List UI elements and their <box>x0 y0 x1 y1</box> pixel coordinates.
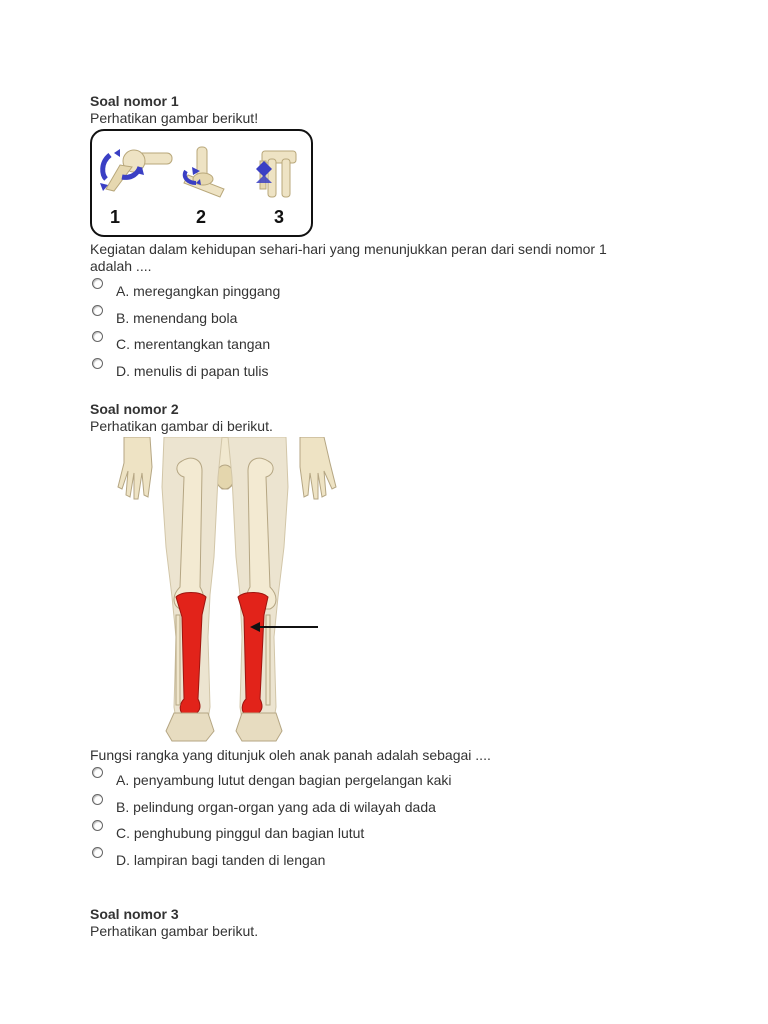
option-label: C. merentangkan tangan <box>116 336 271 352</box>
left-hand-bones <box>118 437 152 499</box>
question-2-text: Fungsi rangka yang ditunjuk oleh anak panah adalah sebagai .... <box>90 747 491 763</box>
radio-button[interactable] <box>92 305 103 316</box>
question-3-intro: Perhatikan gambar berikut. <box>90 923 259 939</box>
joint-label-1: 1 <box>110 207 121 227</box>
radio-button[interactable] <box>92 820 103 831</box>
ball-socket-joint-image <box>100 149 172 191</box>
question-1 <box>90 93 650 384</box>
question-2-title: Soal nomor 2 <box>90 401 179 417</box>
right-foot-bones <box>236 713 282 741</box>
option-2a[interactable] <box>90 767 650 794</box>
question-3 <box>90 906 650 940</box>
question-1-intro: Perhatikan gambar berikut! <box>90 110 259 126</box>
option-1a[interactable] <box>90 278 650 305</box>
hinge-joint-image <box>256 151 296 197</box>
option-label: B. pelindung organ-organ yang ada di wilayah dada <box>116 798 436 815</box>
question-1-options <box>90 278 650 384</box>
question-1-text: Kegiatan dalam kehidupan sehari-hari yang menunjukkan peran dari sendi nomor 1 adalah .... <box>90 241 607 274</box>
joint-types-figure <box>90 129 313 237</box>
radio-button[interactable] <box>92 331 103 342</box>
option-1c[interactable] <box>90 331 650 358</box>
radio-button[interactable] <box>92 278 103 289</box>
option-label: C. penghubung pinggul dan bagian lutut <box>116 825 365 841</box>
question-3-title: Soal nomor 3 <box>90 906 179 922</box>
option-2c[interactable] <box>90 820 650 847</box>
question-1-title: Soal nomor 1 <box>90 93 179 109</box>
joint-label-3: 3 <box>274 207 285 227</box>
option-2d[interactable] <box>90 847 650 874</box>
option-1d[interactable] <box>90 358 650 385</box>
left-foot-bones <box>166 713 214 741</box>
option-label: A. meregangkan pinggang <box>116 283 281 299</box>
option-label: D. menulis di papan tulis <box>116 362 269 379</box>
question-2-options <box>90 767 650 873</box>
quiz-page <box>90 93 650 940</box>
radio-button[interactable] <box>92 847 103 858</box>
radio-button[interactable] <box>92 767 103 778</box>
right-hand-bones <box>300 437 336 499</box>
radio-button[interactable] <box>92 794 103 805</box>
pivot-joint-image <box>184 147 224 197</box>
leg-skeleton-image <box>110 437 340 743</box>
radio-button[interactable] <box>92 358 103 369</box>
option-1b[interactable] <box>90 305 650 332</box>
option-label: A. penyambung lutut dengan bagian pergelangan kaki <box>116 772 452 788</box>
question-2-intro: Perhatikan gambar di berikut. <box>90 418 273 434</box>
option-label: B. menendang bola <box>116 309 238 326</box>
question-2 <box>90 401 650 873</box>
option-label: D. lampiran bagi tanden di lengan <box>116 851 326 868</box>
leg-skeleton-figure <box>110 437 340 743</box>
option-2b[interactable] <box>90 794 650 821</box>
joint-label-2: 2 <box>196 207 207 227</box>
